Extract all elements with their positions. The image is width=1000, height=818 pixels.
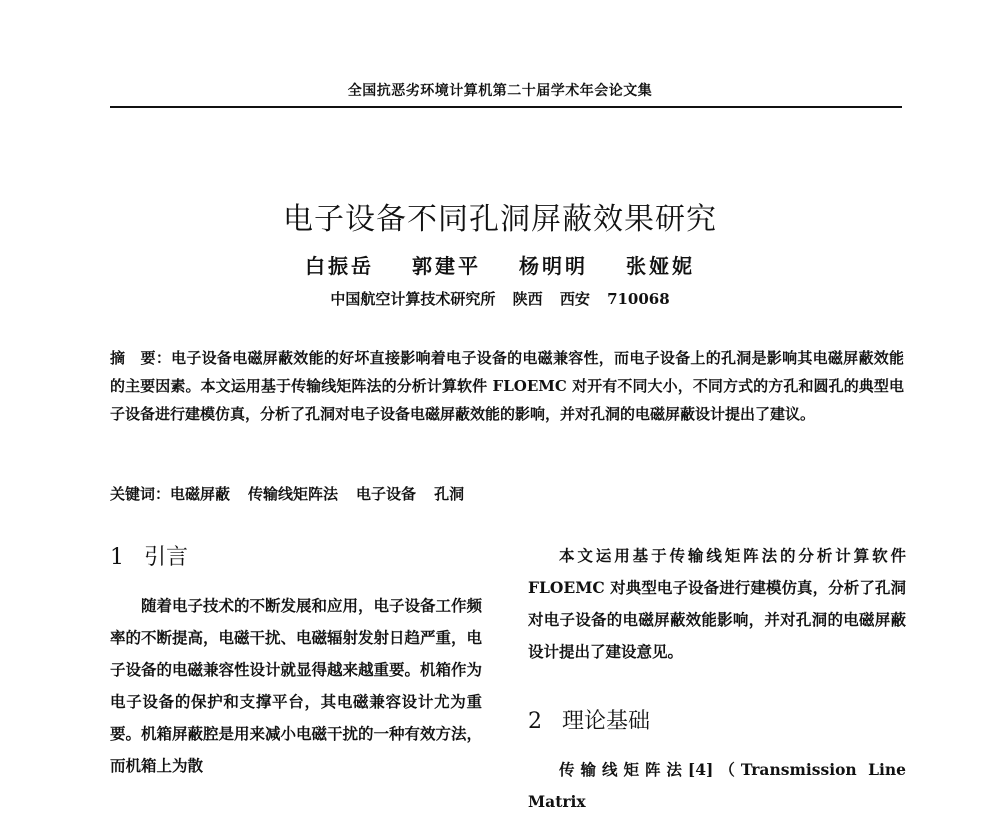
author-name: 张娅妮 <box>625 254 695 278</box>
section-title: 引言 <box>144 545 189 570</box>
affiliation-institute: 中国航空计算技术研究所 <box>330 290 496 308</box>
keyword: 孔洞 <box>434 485 465 503</box>
keyword: 传输线矩阵法 <box>248 485 339 503</box>
section-number: 2 <box>528 709 542 734</box>
section-heading <box>528 704 906 740</box>
keyword: 电磁屏蔽 <box>170 485 231 503</box>
section-number: 1 <box>110 545 124 570</box>
section-paragraph: 随着电子技术的不断发展和应用，电子设备工作频率的不断提高，电磁干扰、电磁辐射发射日趋严重，电子设备的电磁兼容性设计就显得越来越重要。机箱作为电子设备的保护和支撑平台，其电磁兼容设计尤为重要。机箱屏蔽腔是用来减小电磁干扰的一种有效方法，而机箱上为散 <box>110 596 483 775</box>
keyword: 电子设备 <box>356 485 417 503</box>
abstract-text: 电子设备电磁屏蔽效能的好坏直接影响着电子设备的电磁兼容性，而电子设备上的孔洞是影响其电磁屏蔽效能的主要因素。本文运用基于传输线矩阵法的分析计算软件 FLOEMC 对开有不同大小，不同方式的方孔和圆孔的典型电子设备进行建模仿真，分析了孔洞对电子设备电磁屏蔽效能的影响，并对孔洞的电磁屏蔽设计提出了建议。 <box>110 349 904 423</box>
intro-paragraph-continued: 本文运用基于传输线矩阵法的分析计算软件 FLOEMC 对典型电子设备进行建模仿真，分析了孔洞对电子设备的电磁屏蔽效能影响，并对孔洞的电磁屏蔽设计提出了建设意见。 <box>528 546 906 661</box>
affiliation-city: 西安 <box>559 290 590 308</box>
author-list <box>0 250 1000 279</box>
abstract <box>110 344 904 428</box>
author-name: 白振岳 <box>305 254 375 278</box>
right-column <box>528 540 906 818</box>
section-heading <box>110 540 482 576</box>
section-title: 理论基础 <box>562 709 651 734</box>
keywords <box>110 482 904 506</box>
author-name: 杨明明 <box>518 254 588 278</box>
affiliation <box>0 288 1000 309</box>
section-paragraph: 传输线矩阵法[4]（Transmission Line Matrix <box>528 760 906 811</box>
author-name: 郭建平 <box>412 254 482 278</box>
abstract-label: 摘 要： <box>110 349 172 367</box>
header-rule <box>110 106 902 108</box>
running-header: 全国抗恶劣环境计算机第二十届学术年会论文集 <box>347 83 653 99</box>
affiliation-province: 陕西 <box>512 290 543 308</box>
left-column <box>110 540 482 782</box>
keywords-label: 关键词： <box>110 485 171 503</box>
affiliation-postcode: 710068 <box>607 290 670 308</box>
paper-title: 电子设备不同孔洞屏蔽效果研究 <box>283 202 717 238</box>
